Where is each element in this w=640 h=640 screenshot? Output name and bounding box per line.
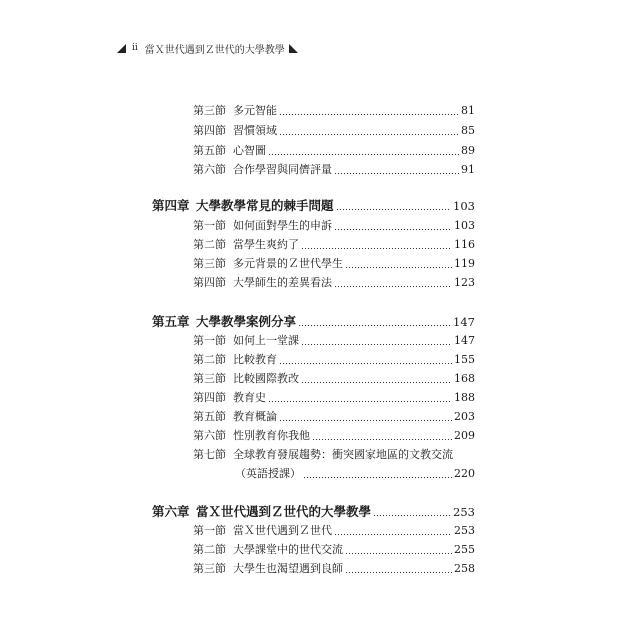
page-number: 255: [454, 543, 475, 556]
page-number: 155: [454, 353, 475, 366]
dot-leader: [303, 477, 452, 478]
dot-leader: [312, 439, 452, 440]
section-number: 第三節: [193, 257, 226, 270]
toc-entry[interactable]: [193, 216, 475, 236]
dot-leader: [279, 363, 452, 364]
toc-entry[interactable]: [193, 121, 475, 141]
page-number: 89: [461, 144, 475, 157]
page-number: 103: [453, 199, 475, 213]
section-title: 如何上一堂課: [233, 334, 299, 347]
page-number: 119: [454, 257, 475, 270]
toc-entry[interactable]: [193, 273, 475, 293]
section-title-continued: （英語授課）: [235, 467, 301, 480]
toc-entry-continuation[interactable]: [235, 464, 475, 484]
section-title: 當Ｘ世代遇到Ｚ世代: [233, 524, 332, 537]
chapter-title: 大學教學案例分享: [196, 314, 297, 329]
dot-leader: [301, 248, 452, 249]
page-number: 253: [454, 524, 475, 537]
toc-chapter-entry[interactable]: [152, 196, 475, 216]
page-number: 116: [454, 238, 475, 251]
section-number: 第六節: [193, 429, 226, 442]
page-number: 123: [454, 276, 475, 289]
page-number: 168: [454, 372, 475, 385]
page-number: 258: [454, 562, 475, 575]
section-title: 性別教育你我他: [233, 429, 310, 442]
dot-leader: [345, 267, 452, 268]
section-title: 多元智能: [233, 104, 277, 117]
toc-chapter-entry[interactable]: [152, 502, 475, 522]
section-number: 第六節: [193, 163, 226, 176]
section-number: 第一節: [193, 334, 226, 347]
section-number: 第三節: [193, 372, 226, 385]
toc-entry[interactable]: [193, 254, 475, 274]
dot-leader: [268, 154, 459, 155]
section-number: 第二節: [193, 238, 226, 251]
page-number: 253: [453, 505, 475, 519]
toc-entry[interactable]: [193, 559, 475, 579]
chapter-number: 第五章: [152, 314, 190, 329]
dot-leader: [301, 382, 452, 383]
section-title: 合作學習與同儕評量: [233, 163, 332, 176]
section-number: 第一節: [193, 524, 226, 537]
section-title: 如何面對學生的申訴: [233, 219, 332, 232]
toc-entry[interactable]: [193, 388, 475, 408]
page-number: 209: [454, 429, 475, 442]
dot-leader: [334, 173, 459, 174]
section-title: 多元背景的Ｚ世代學生: [233, 257, 343, 270]
section-number: 第五節: [193, 144, 226, 157]
toc-entry[interactable]: [193, 235, 475, 255]
dot-leader: [279, 114, 459, 115]
dot-leader: [279, 420, 452, 421]
section-number: 第三節: [193, 104, 226, 117]
section-title: 全球教育發展趨勢：衝突國家地區的文教交流: [233, 448, 453, 461]
dot-leader: [345, 553, 452, 554]
section-number: 第四節: [193, 276, 226, 289]
toc-entry[interactable]: [193, 426, 475, 446]
chapter-number: 第四章: [152, 198, 190, 213]
page-number: 147: [454, 334, 475, 347]
toc-entry[interactable]: [193, 350, 475, 370]
section-title: 比較國際教改: [233, 372, 299, 385]
toc-entry[interactable]: [193, 160, 475, 180]
dot-leader: [301, 344, 452, 345]
chapter-title: 當Ｘ世代遇到Ｚ世代的大學教學: [196, 504, 372, 519]
running-title: 當Ｘ世代遇到Ｚ世代的大學教學: [144, 44, 285, 56]
dot-leader: [373, 515, 451, 516]
section-title: 大學課堂中的世代交流: [233, 543, 343, 556]
dot-leader: [268, 401, 452, 402]
section-number: 第一節: [193, 219, 226, 232]
section-title: 教育史: [233, 391, 266, 404]
section-title: 當學生爽約了: [233, 238, 299, 251]
section-number: 第三節: [193, 562, 226, 575]
toc-entry[interactable]: [193, 407, 475, 427]
page-number: 81: [461, 104, 475, 117]
dot-leader: [334, 534, 452, 535]
section-number: 第四節: [193, 124, 226, 137]
section-number: 第二節: [193, 543, 226, 556]
section-number: 第四節: [193, 391, 226, 404]
section-title: 比較教育: [233, 353, 277, 366]
page-number: 220: [454, 467, 475, 480]
toc-entry[interactable]: [193, 331, 475, 351]
section-title: 習慣領域: [233, 124, 277, 137]
section-title: 大學生也渴望遇到良師: [233, 562, 343, 575]
page-number: 85: [461, 124, 475, 137]
section-title: 大學師生的差異看法: [233, 276, 332, 289]
toc-chapter-entry[interactable]: [152, 312, 475, 332]
dot-leader: [298, 325, 451, 326]
dot-leader: [334, 286, 452, 287]
dot-leader: [334, 229, 452, 230]
chapter-title: 大學教學常見的棘手問題: [196, 198, 334, 213]
dot-leader: [345, 572, 452, 573]
toc-entry[interactable]: [193, 369, 475, 389]
toc-entry[interactable]: [193, 445, 453, 465]
page-number: 103: [454, 219, 475, 232]
toc-entry[interactable]: [193, 101, 475, 121]
chapter-number: 第六章: [152, 504, 190, 519]
section-title: 教育概論: [233, 410, 277, 423]
page-number: 91: [461, 163, 475, 176]
section-number: 第二節: [193, 353, 226, 366]
dot-leader: [279, 134, 459, 135]
toc-entry[interactable]: [193, 141, 475, 161]
header-page-number: ii: [132, 43, 138, 53]
toc-entry[interactable]: [193, 521, 475, 541]
section-number: 第五節: [193, 410, 226, 423]
section-number: 第七節: [193, 448, 226, 461]
page-number: 188: [454, 391, 475, 404]
page-number: 147: [453, 315, 475, 329]
section-title: 心智圖: [233, 144, 266, 157]
page-number: 203: [454, 410, 475, 423]
dot-leader: [336, 209, 452, 210]
toc-entry[interactable]: [193, 540, 475, 560]
